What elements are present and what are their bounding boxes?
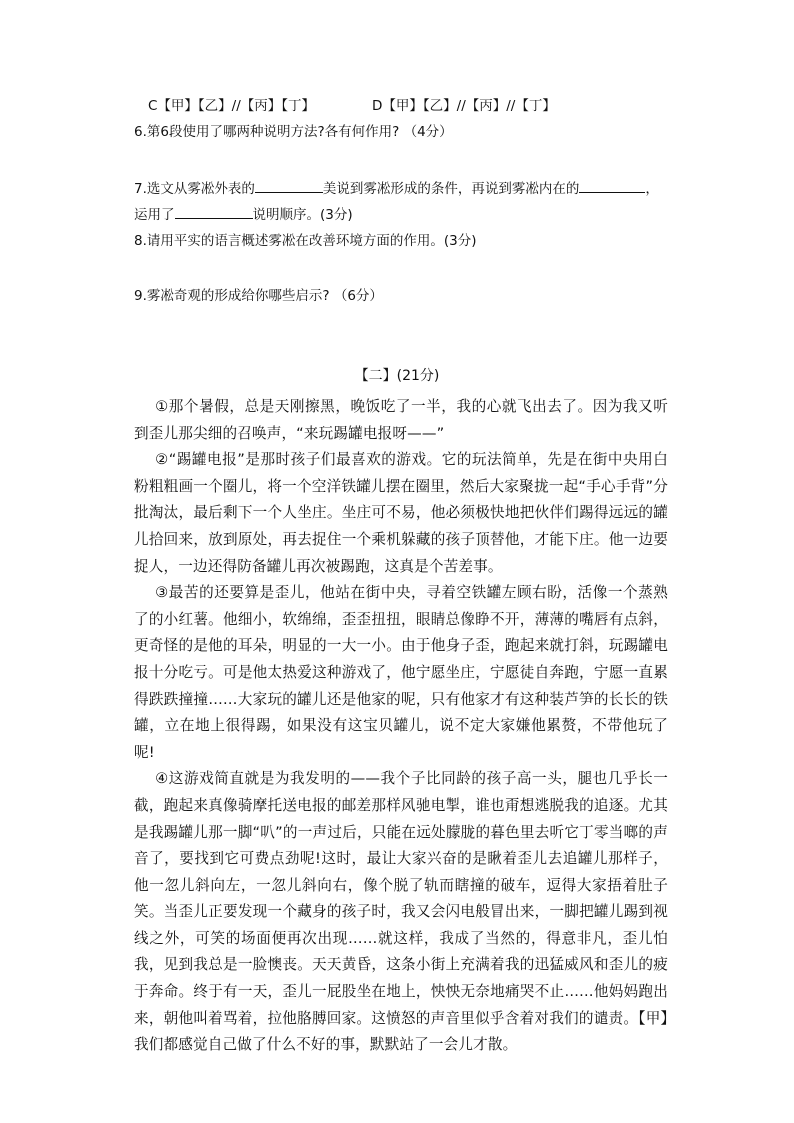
option-c: C【甲】【乙】//【丙】【丁】 <box>148 98 316 114</box>
option-d: D【甲】【乙】//【丙】//【丁】 <box>372 98 556 114</box>
paragraph-3: ③最苦的还要算是歪儿，他站在街中央，寻着空铁罐左顾右盼，活像一个蒸熟了的小红薯。他细小，软绵绵，歪歪扭扭，眼睛总像睁不开，薄薄的嘴唇有点斜，更奇怪的是他的耳朵，明显的一大一小。由于他身子歪，跑起来就打斜，玩踢罐电报十分吃亏。可是他太热爱这种游戏了，他宁愿坐庄，宁愿徒自奔跑，宁愿一直累得跌跌撞撞……大家玩的罐儿还是他家的呢，只有他家才有这种装芦笋的长长的铁罐，立在地上很得踢，如果没有这宝贝罐儿，说不定大家嫌他累赘，不带他玩了呢! <box>134 584 668 761</box>
question-7-text-4: 运用了 <box>134 207 175 223</box>
question-7-line-2 <box>134 204 353 225</box>
question-6: 6.第6段使用了哪两种说明方法?各有何作用? （4分） <box>134 124 453 140</box>
paragraph-4: ④这游戏简直就是为我发明的——我个子比同龄的孩子高一头，腿也几乎长一截，跑起来真像骑摩托送电报的邮差那样风驰电掣，谁也甭想逃脱我的追逐。尤其是我踢罐儿那一脚“叭”的一声过后，只能在远处朦胧的暮色里去听它丁零当啷的声音了，要找到它可费点劲呢!这时，最让大家兴奋的是瞅着歪儿去追罐儿那样子，他一忽儿斜向左，一忽儿斜向右，像个脱了轨而瞎撞的破车，逗得大家捂着肚子笑。当歪儿正要发现一个藏身的孩子时，我又会闪电般冒出来，一脚把罐儿踢到视线之外，可笑的场面便再次出现……就这样，我成了当然的，得意非凡，歪儿怕我，见到我总是一脸懊丧。天天黄昏，这条小街上充满着我的迅猛威风和歪儿的疲于奔命。终于有一天，歪儿一屁股坐在地上，怏怏无奈地痛哭不止……他妈妈跑出来，朝他叫着骂着，拉他胳膊回家。这愤怒的声音里似乎含着对我们的谴责。【甲】我们都感觉自己做了什么不好的事，默默站了一会儿才散。 <box>134 770 668 1054</box>
question-7-text-1: 7.选文从雾凇外表的 <box>134 181 255 197</box>
paragraph-2: ②“踢罐电报”是那时孩子们最喜欢的游戏。它的玩法简单，先是在街中央用白粉粗粗画一个圈儿，将一个空洋铁罐儿摆在圈里，然后大家聚拢一起“手心手背”分批淘汰，最后剩下一个人坐庄。坐庄可不易，他必须极快地把伙伴们踢得远远的罐儿拾回来，放到原处，再去捉住一个乘机躲藏的孩子顶替他，才能下庄。他一边要捉人，一边还得防备罐儿再次被踢跑，这真是个苦差事。 <box>134 451 668 575</box>
answer-blank-1[interactable] <box>255 178 323 193</box>
question-8: 8.请用平实的语言概述雾凇在改善环境方面的作用。(3分) <box>134 233 477 249</box>
answer-blank-3[interactable] <box>175 204 253 219</box>
article-body <box>134 394 668 1059</box>
question-9: 9.雾凇奇观的形成给你哪些启示? （6分） <box>134 288 383 304</box>
question-7-text-3: ， <box>645 181 659 197</box>
paragraph-1: ①那个暑假，总是天刚擦黑，晚饭吃了一半，我的心就飞出去了。因为我又听到歪儿那尖细的召唤声，“来玩踢罐电报呀——” <box>134 398 668 442</box>
question-7-line-1 <box>134 178 659 199</box>
question-7-text-2: 美说到雾凇形成的条件，再说到雾凇内在的 <box>322 181 580 197</box>
section-title: 【二】(21分) <box>354 368 440 384</box>
question-7-text-5: 说明顺序。(3分) <box>252 207 353 223</box>
answer-blank-2[interactable] <box>579 178 645 193</box>
